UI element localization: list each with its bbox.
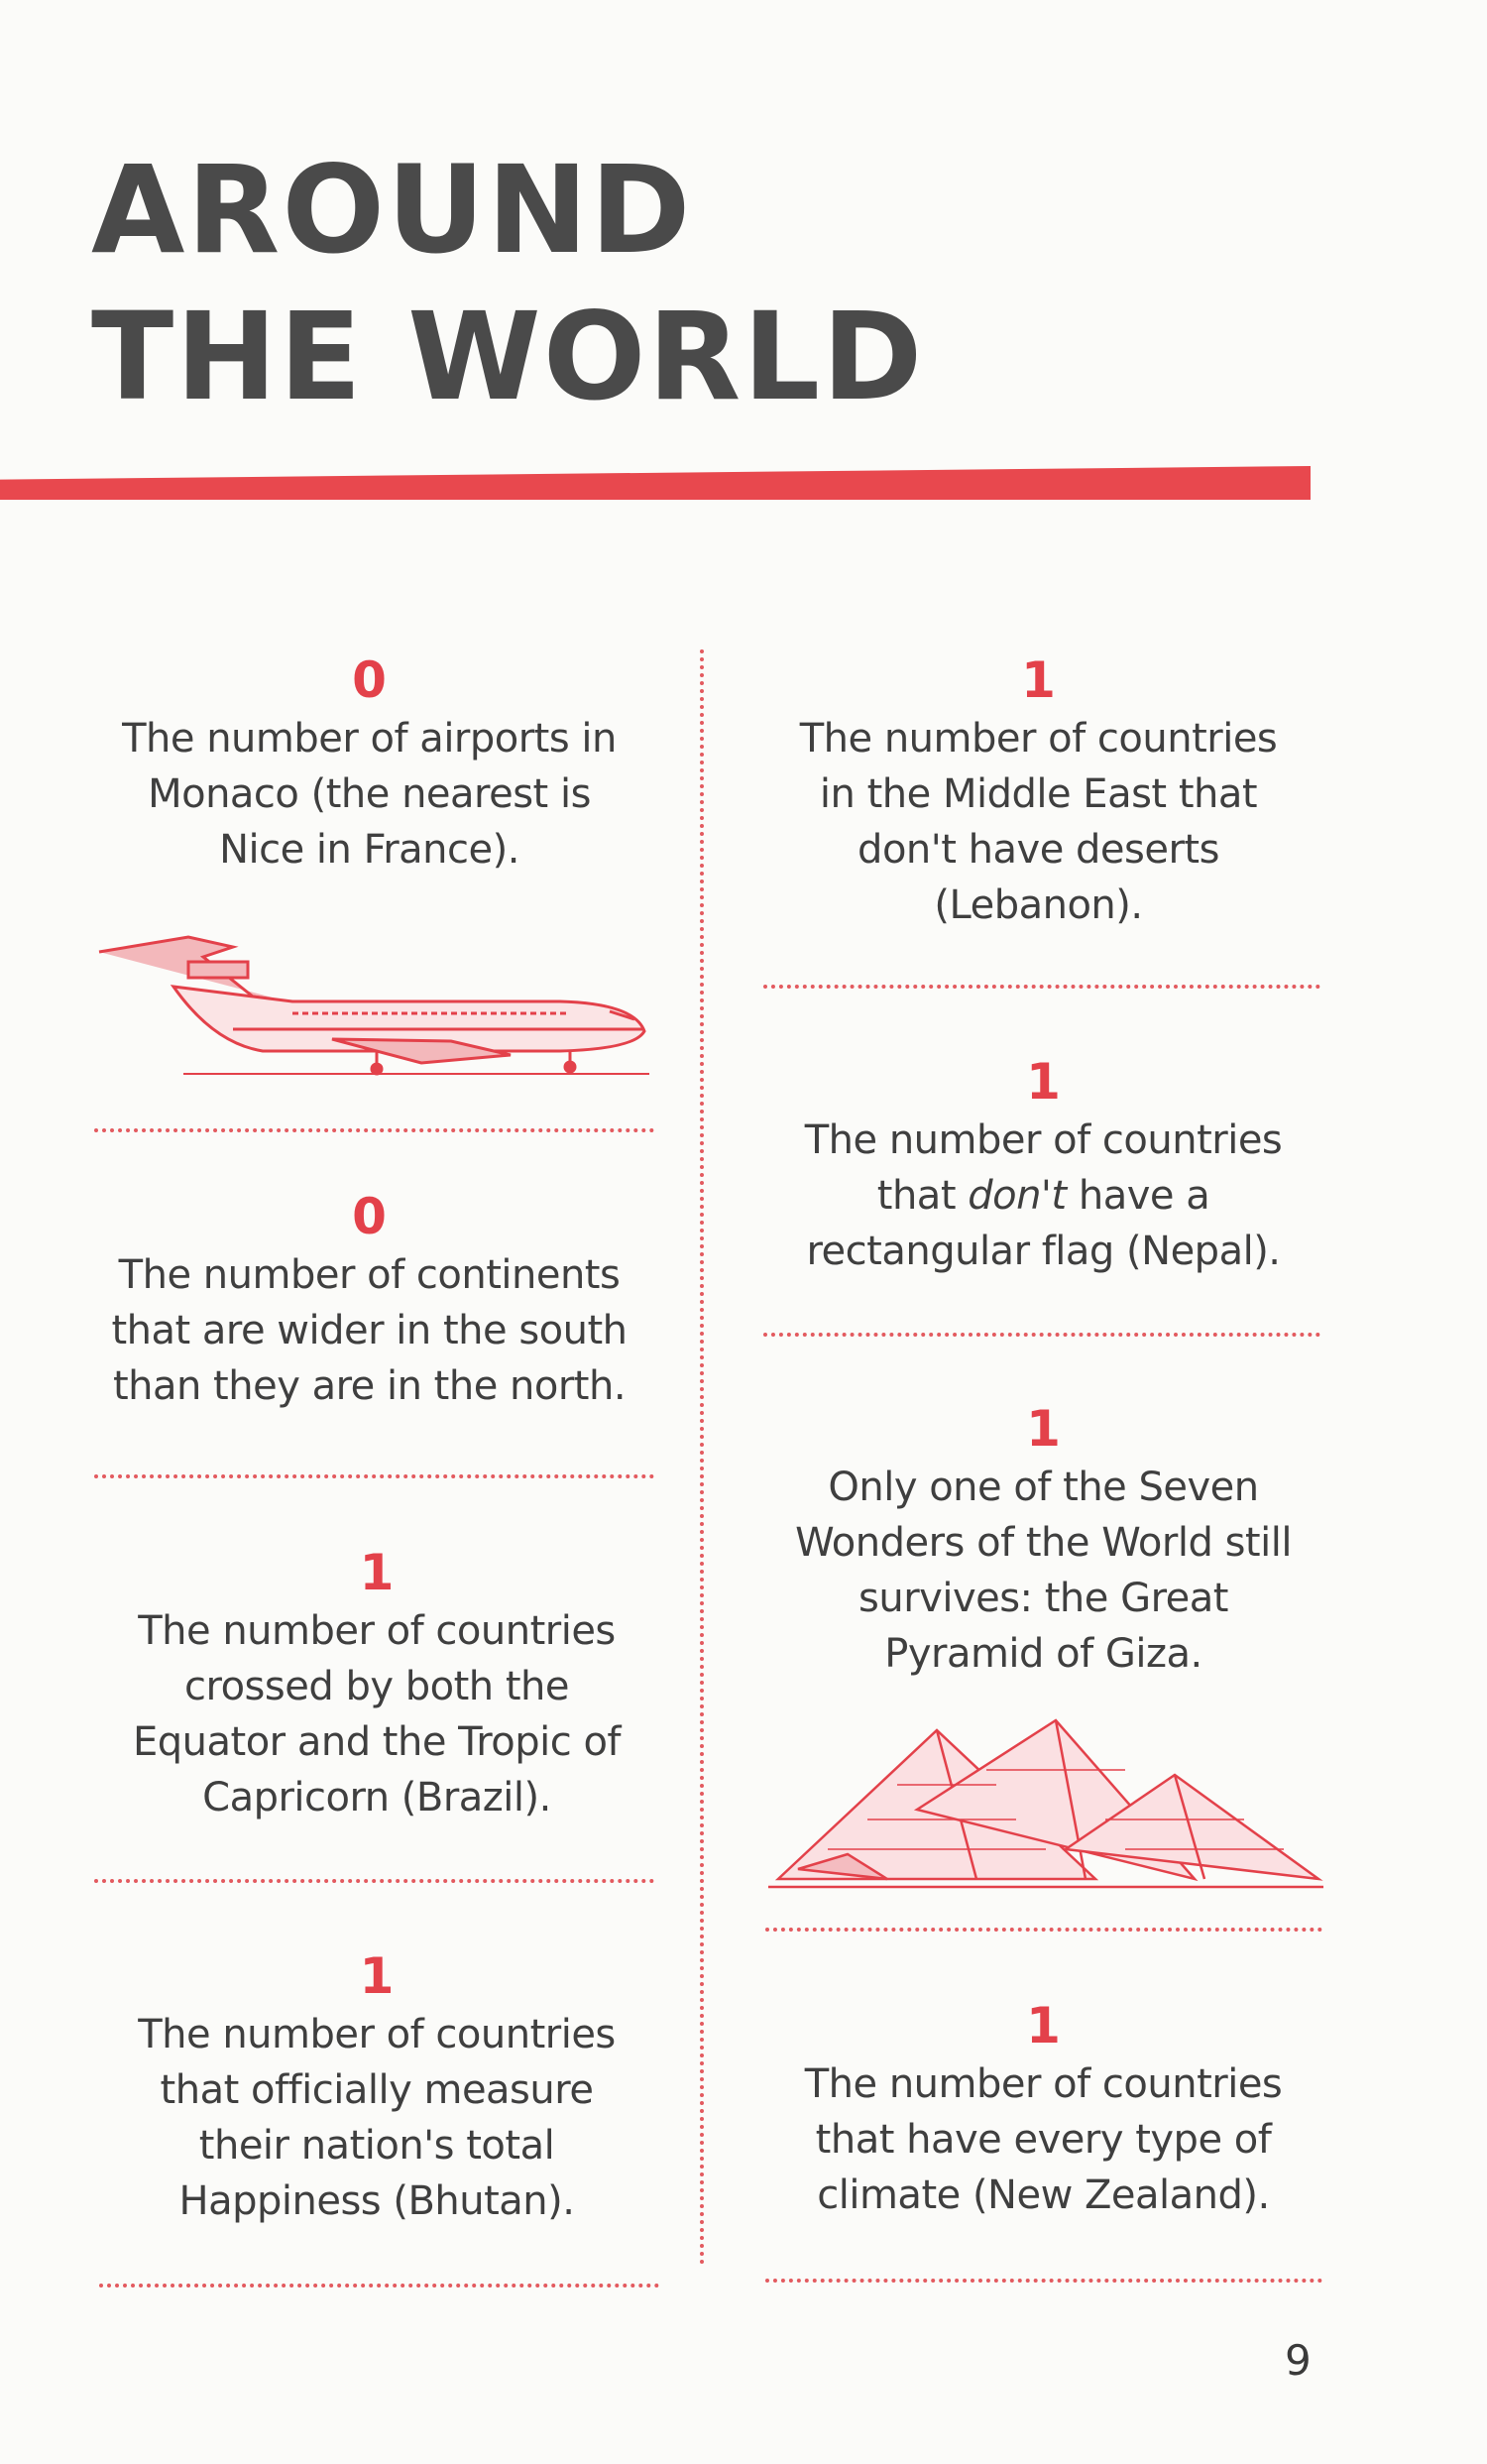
fact-number: 1: [359, 1947, 395, 2005]
fact-continents-wider: [89, 1186, 649, 1414]
fact-text: The number of countries that have every type of climate (New Zealand).: [804, 2061, 1283, 2218]
fact-lebanon: [758, 649, 1318, 933]
fact-number: 1: [359, 1544, 395, 1601]
fact-text-before: The number of countries that: [804, 1117, 1283, 1219]
fact-separator: [765, 2279, 1322, 2283]
fact-text: The number of countries crossed by both the Equator and the Tropic of Capricorn (Brazil).: [132, 1608, 622, 1820]
pyramids-illustration: [768, 1710, 1323, 1899]
airplane-illustration: [94, 932, 654, 1081]
fact-text: The number of airports in Monaco (the nearest is Nice in France).: [122, 716, 617, 873]
fact-text: The number of countries that officially measure their nation's total Happiness (Bhutan).: [138, 2012, 616, 2224]
fact-pyramid-giza: [763, 1398, 1323, 1682]
fact-number: 1: [1021, 651, 1056, 709]
fact-number: 1: [1026, 1053, 1061, 1111]
fact-separator: [763, 1333, 1320, 1337]
fact-separator: [94, 1474, 654, 1478]
fact-separator: [763, 985, 1320, 989]
fact-text: The number of continents that are wider in the south than they are in the north.: [111, 1252, 628, 1409]
fact-new-zealand: [763, 1995, 1323, 2223]
fact-text-after: have a rectangular flag (Nepal).: [806, 1173, 1281, 1274]
fact-text: Only one of the Seven Wonders of the World still survives: the Great Pyramid of Giza.: [795, 1465, 1292, 1677]
title-line-2: THE WORLD: [91, 287, 925, 427]
fact-brazil: [99, 1542, 654, 1825]
title-line-1: AROUND: [91, 140, 693, 281]
fact-separator: [765, 1928, 1322, 1932]
fact-separator: [94, 1879, 654, 1883]
title-underline: [0, 466, 1311, 500]
fact-separator: [94, 1128, 654, 1132]
fact-number: 0: [352, 1188, 387, 1245]
fact-text: The number of countries in the Middle East that don't have deserts (Lebanon).: [799, 716, 1278, 928]
page-title: [91, 137, 924, 430]
fact-bhutan: [99, 1945, 654, 2229]
column-divider: [700, 649, 704, 2266]
fact-text: [763, 1113, 1323, 1279]
fact-text-emphasis: don't: [968, 1173, 1067, 1219]
fact-number: 0: [352, 651, 387, 709]
fact-airports-monaco: [89, 649, 649, 878]
fact-number: 1: [1026, 1400, 1061, 1458]
fact-number: 1: [1026, 1997, 1061, 2054]
page-number: 9: [1285, 2336, 1312, 2385]
fact-nepal: [763, 1051, 1323, 1279]
fact-separator: [99, 2284, 659, 2288]
